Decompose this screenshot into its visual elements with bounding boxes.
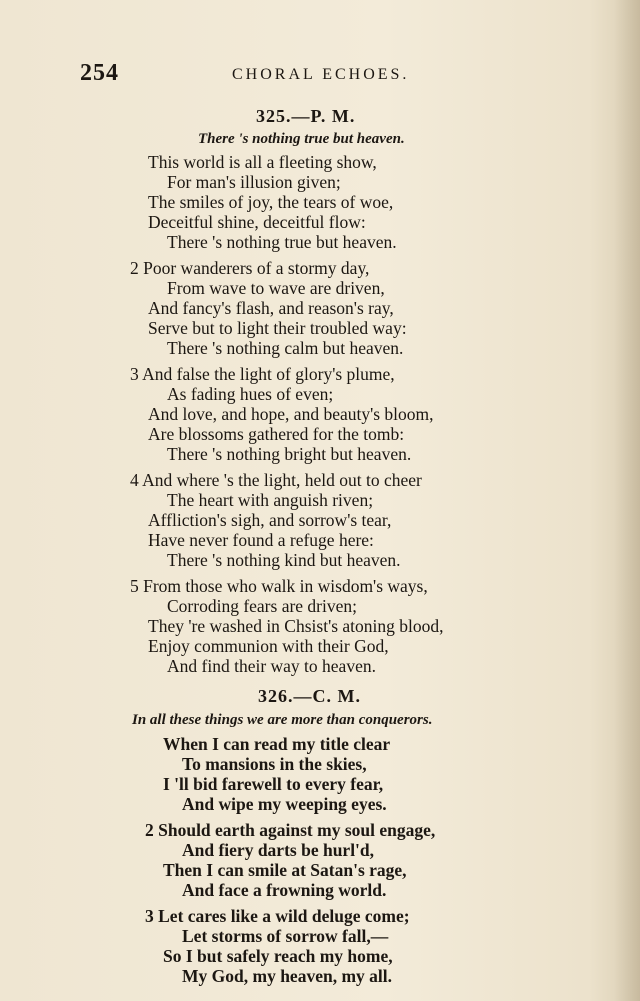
hymn-325-s5-l3: They 're washed in Chsist's atoning blood, — [148, 616, 444, 636]
hymn-325-s2-l5: There 's nothing calm but heaven. — [167, 338, 404, 358]
hymn-325-s4-l1: 4 And where 's the light, held out to cheer — [130, 470, 422, 490]
hymn-325-s5-l1: 5 From those who walk in wisdom's ways, — [130, 576, 428, 596]
page-header — [0, 60, 640, 90]
page-edge-shadow — [614, 0, 640, 1001]
hymn-325-s2-l3: And fancy's flash, and reason's ray, — [148, 298, 394, 318]
hymn-326-s3-l1: 3 Let cares like a wild deluge come; — [145, 906, 410, 926]
hymn-325-s1-l4: Deceitful shine, deceitful flow: — [148, 212, 366, 232]
hymn-325-s3-l1: 3 And false the light of glory's plume, — [130, 364, 395, 384]
hymn-325-s5-l4: Enjoy communion with their God, — [148, 636, 389, 656]
hymn-326-s1-l1: When I can read my title clear — [163, 734, 391, 754]
hymn-326-s3-l3: So I but safely reach my home, — [163, 946, 393, 966]
hymn-326-s2-l3: Then I can smile at Satan's rage, — [163, 860, 407, 880]
page-number: 254 — [80, 60, 119, 86]
hymn-325-s1-l2: For man's illusion given; — [167, 172, 341, 192]
hymn-326-s3-l2: Let storms of sorrow fall,— — [182, 926, 389, 946]
hymn-326-s3-l4: My God, my heaven, my all. — [182, 966, 392, 986]
hymn-326-heading: 326.—C. M. — [258, 686, 361, 706]
hymn-325-s3-l2: As fading hues of even; — [167, 384, 334, 404]
hymn-326-s2-l1: 2 Should earth against my soul engage, — [145, 820, 436, 840]
hymn-325-s2-l1: 2 Poor wanderers of a stormy day, — [130, 258, 370, 278]
hymn-325-s5-l5: And find their way to heaven. — [167, 656, 376, 676]
hymn-325-s5-l2: Corroding fears are driven; — [167, 596, 357, 616]
hymn-325-s3-l5: There 's nothing bright but heaven. — [167, 444, 412, 464]
hymn-326-s2-l4: And face a frowning world. — [182, 880, 387, 900]
hymn-325-s4-l5: There 's nothing kind but heaven. — [167, 550, 401, 570]
hymn-326-s1-l4: And wipe my weeping eyes. — [182, 794, 387, 814]
hymn-325-epigraph: There 's nothing true but heaven. — [198, 131, 405, 147]
hymn-325-s4-l3: Affliction's sigh, and sorrow's tear, — [148, 510, 392, 530]
hymn-325-s2-l4: Serve but to light their troubled way: — [148, 318, 407, 338]
hymn-325-s1-l5: There 's nothing true but heaven. — [167, 232, 397, 252]
hymn-325-s3-l4: Are blossoms gathered for the tomb: — [148, 424, 405, 444]
hymn-325-s1-l1: This world is all a fleeting show, — [148, 152, 377, 172]
hymn-325-s4-l2: The heart with anguish riven; — [167, 490, 374, 510]
hymn-325-s4-l4: Have never found a refuge here: — [148, 530, 374, 550]
hymn-326-s1-l2: To mansions in the skies, — [182, 754, 367, 774]
hymn-325-s2-l2: From wave to wave are driven, — [167, 278, 385, 298]
hymn-325-heading: 325.—P. M. — [256, 106, 356, 126]
hymn-326-s1-l3: I 'll bid farewell to every fear, — [163, 774, 384, 794]
hymn-326-epigraph: In all these things we are more than conquerors. — [132, 712, 433, 728]
hymn-325-s1-l3: The smiles of joy, the tears of woe, — [148, 192, 394, 212]
running-title: CHORAL ECHOES. — [232, 66, 410, 83]
hymn-325-s3-l3: And love, and hope, and beauty's bloom, — [148, 404, 434, 424]
hymn-326-s2-l2: And fiery darts be hurl'd, — [182, 840, 375, 860]
